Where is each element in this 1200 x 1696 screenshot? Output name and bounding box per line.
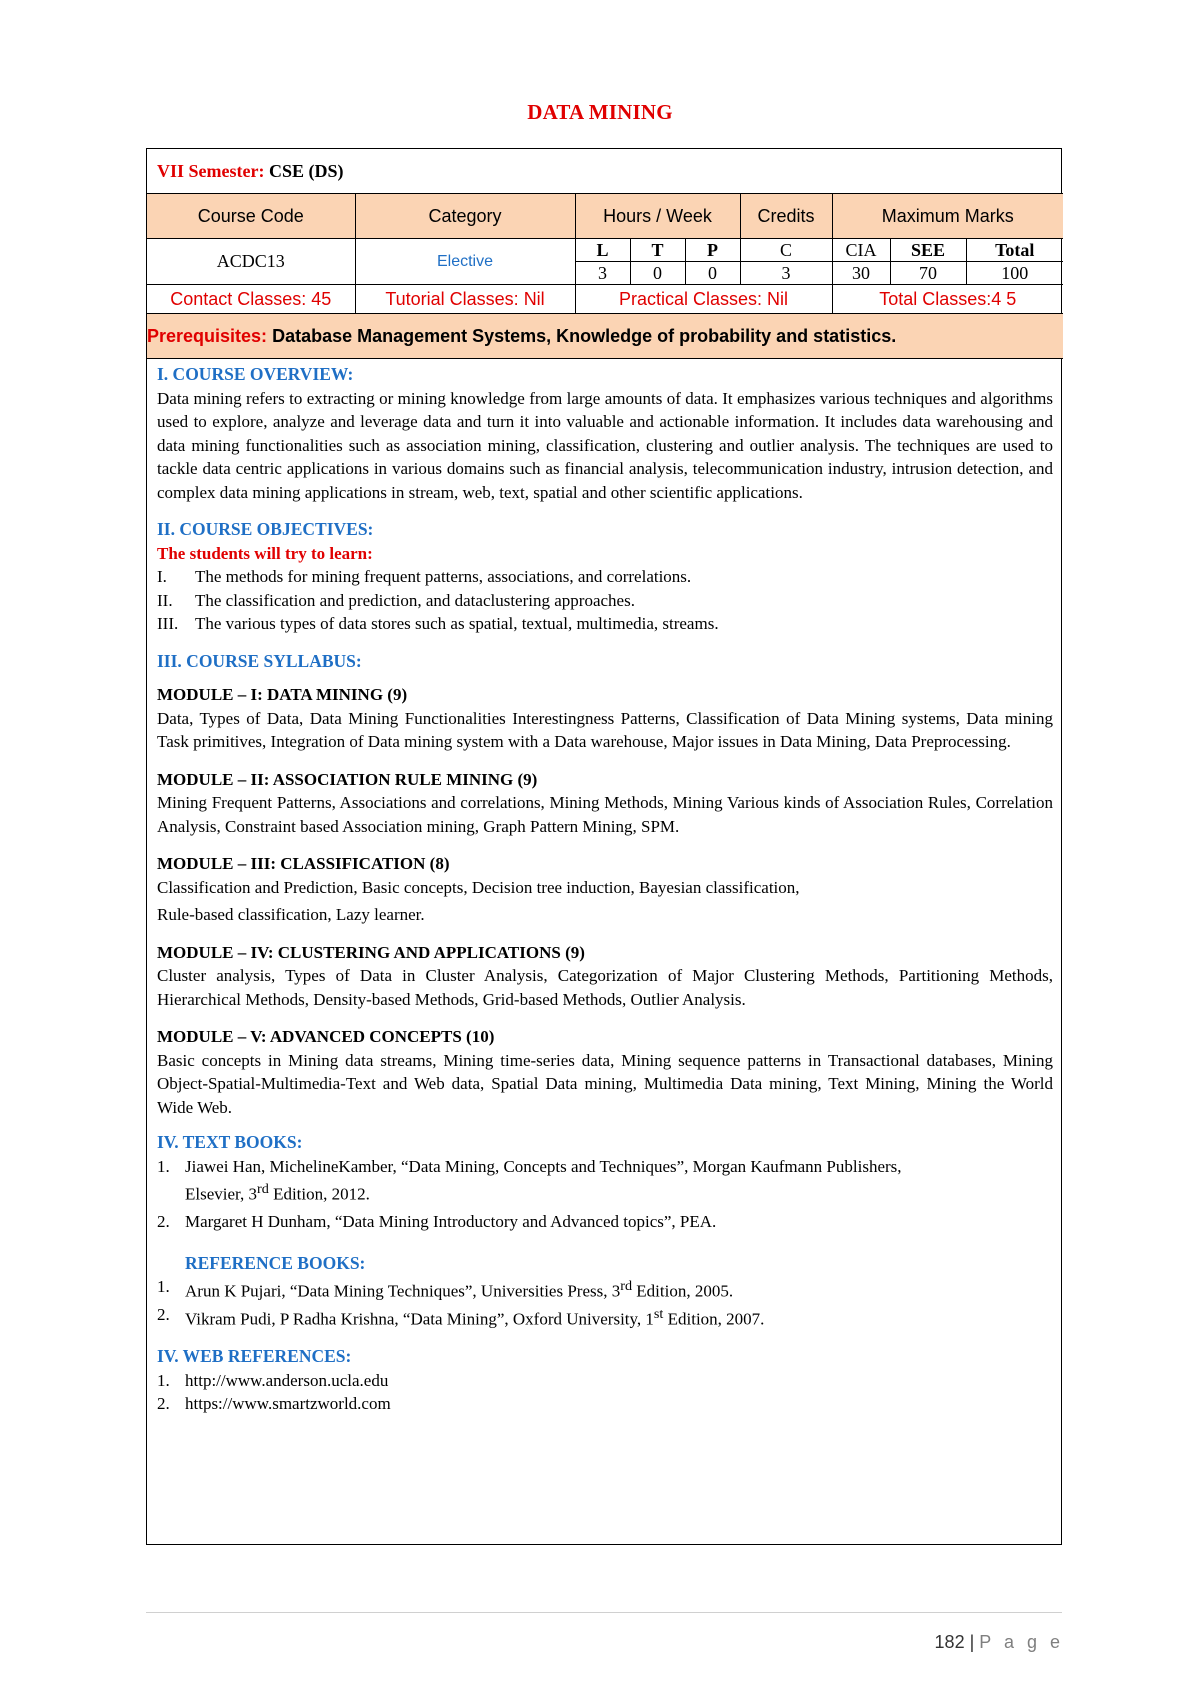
ltp-value-p: 0 [685,262,740,285]
web-reference-link[interactable]: http://www.anderson.ucla.edu [185,1370,389,1390]
practical-classes: Practical Classes: Nil [575,285,832,314]
objective-item: II. The classification and prediction, and dataclustering approaches. [157,590,635,610]
module-5-heading: MODULE – V: ADVANCED CONCEPTS (10) [157,1027,495,1046]
header-credits: Credits [740,194,832,239]
ltp-value-t: 0 [630,262,685,285]
module-3-heading: MODULE – III: CLASSIFICATION (8) [157,854,450,873]
header-category: Category [355,194,575,239]
web-references-heading: IV. WEB REFERENCES: [157,1346,352,1367]
tutorial-classes: Tutorial Classes: Nil [355,285,575,314]
ltp-label-cia: CIA [832,239,890,262]
page-title: DATA MINING [527,100,673,124]
ltp-label-total: Total [966,239,1063,262]
ltp-label-c: C [740,239,832,262]
semester-label: VII Semester: [157,160,265,181]
header-course-code: Course Code [147,194,355,239]
page-number: 182 [934,1632,965,1652]
references-heading: REFERENCE BOOKS: [185,1252,366,1273]
course-content [147,359,1061,1416]
semester-value: CSE (DS) [264,160,344,181]
textbook-item: 1. Jiawei Han, MichelineKamber, “Data Mining, Concepts and Techniques”, Morgan Kaufmann Publishers, [157,1156,902,1176]
ltp-value-total: 100 [966,262,1063,285]
footer-divider [146,1612,1062,1613]
objective-item: III. The various types of data stores such as spatial, textual, multimedia, streams. [157,614,719,633]
web-reference-item: 2. https://www.smartzworld.com [157,1392,1053,1416]
header-maximum-marks: Maximum Marks [832,194,1063,239]
prerequisites-row [147,314,1063,359]
reference-item: 1. Arun K Pujari, “Data Mining Techniques”, Universities Press, 3rd Edition, 2005. [157,1277,734,1301]
ltp-value-cia: 30 [832,262,890,285]
page-label: P a g e [979,1632,1064,1652]
ltp-label-see: SEE [890,239,966,262]
header-hours-week: Hours / Week [575,194,740,239]
ltp-value-c: 3 [740,262,832,285]
prerequisites-value: Database Management Systems, Knowledge of probability and statistics. [267,325,897,346]
syllabus-heading: III. COURSE SYLLABUS: [157,650,362,671]
web-reference-link[interactable]: https://www.smartzworld.com [185,1394,391,1414]
textbook-item-cont: Elsevier, 3rd Edition, 2012. [185,1181,370,1204]
prerequisites-label: Prerequisites: [147,325,268,346]
objectives-subheading: The students will try to learn: [157,543,373,563]
footer-separator: | [964,1632,980,1652]
module-3-text-2: Rule-based classification, Lazy learner. [157,905,425,924]
module-4-text: Cluster analysis, Types of Data in Cluster Analysis, Categorization of Major Clustering Methods, Partitioning Methods, Hierarchical Methods, Density-based Methods, Grid-based Methods, Outlier Analysis. [157,966,1053,1009]
module-1-heading: MODULE – I: DATA MINING (9) [157,685,408,704]
ltp-value-see: 70 [890,262,966,285]
module-4-heading: MODULE – IV: CLUSTERING AND APPLICATIONS (9) [157,942,585,962]
course-frame [146,148,1062,1545]
ltp-value-l: 3 [575,262,630,285]
objective-item: I. The methods for mining frequent patterns, associations, and correlations. [157,567,692,586]
ltp-label-l: L [575,239,630,262]
page-footer [935,1632,1064,1653]
web-reference-item: 1. http://www.anderson.ucla.edu [157,1369,1053,1393]
textbooks-heading: IV. TEXT BOOKS: [157,1132,303,1152]
module-2-text: Mining Frequent Patterns, Associations and correlations, Mining Methods, Mining Various kinds of Association Rules, Correlation Analysis, Constraint based Association mining, Graph Pattern Mining, SPM. [157,793,1053,836]
reference-item: 2. Vikram Pudi, P Radha Krishna, “Data Mining”, Oxford University, 1st Edition, 2007. [157,1305,765,1329]
module-5-text: Basic concepts in Mining data streams, Mining time-series data, Mining sequence patterns in Transactional databases, Mining Object-Spatial-Multimedia-Text and Web data, Spatial Data mining, Multimedia Data mining, Text Mining, Mining the World Wide Web. [157,1050,1053,1117]
total-classes: Total Classes:4 5 [832,285,1063,314]
ltp-label-p: P [685,239,740,262]
module-1-text: Data, Types of Data, Data Mining Functionalities Interestingness Patterns, Classification of Data Mining systems, Data mining Task primitives, Integration of Data mining system with a Data warehouse, Major issues in Data Mining, Data Preprocessing. [157,708,1053,751]
category-value: Elective [355,239,575,285]
semester-row [147,149,1063,194]
objectives-heading: II. COURSE OBJECTIVES: [157,519,374,539]
course-table [147,149,1063,359]
ltp-label-t: T [630,239,685,262]
module-3-text: Classification and Prediction, Basic concepts, Decision tree induction, Bayesian classification, [157,877,800,897]
textbook-item: 2. Margaret H Dunham, “Data Mining Introductory and Advanced topics”, PEA. [157,1212,717,1232]
course-code-value: ACDC13 [147,239,355,285]
contact-classes: Contact Classes: 45 [147,285,355,314]
module-2-heading: MODULE – II: ASSOCIATION RULE MINING (9) [157,769,538,789]
overview-heading: I. COURSE OVERVIEW: [157,364,354,384]
overview-text: Data mining refers to extracting or mining knowledge from large amounts of data. It emphasizes various techniques and algorithms used to explore, analyze and leverage data and turn it into valuable and actionable information. It includes data warehousing and data mining functionalities such as association mining, classification, clustering and outlier analysis. The techniques are used to tackle data centric applications in various domains such as financial analysis, telecommunication industry, intrusion detection, and complex data mining applications in stream, web, text, spatial and other scientific applications. [157,388,1053,502]
